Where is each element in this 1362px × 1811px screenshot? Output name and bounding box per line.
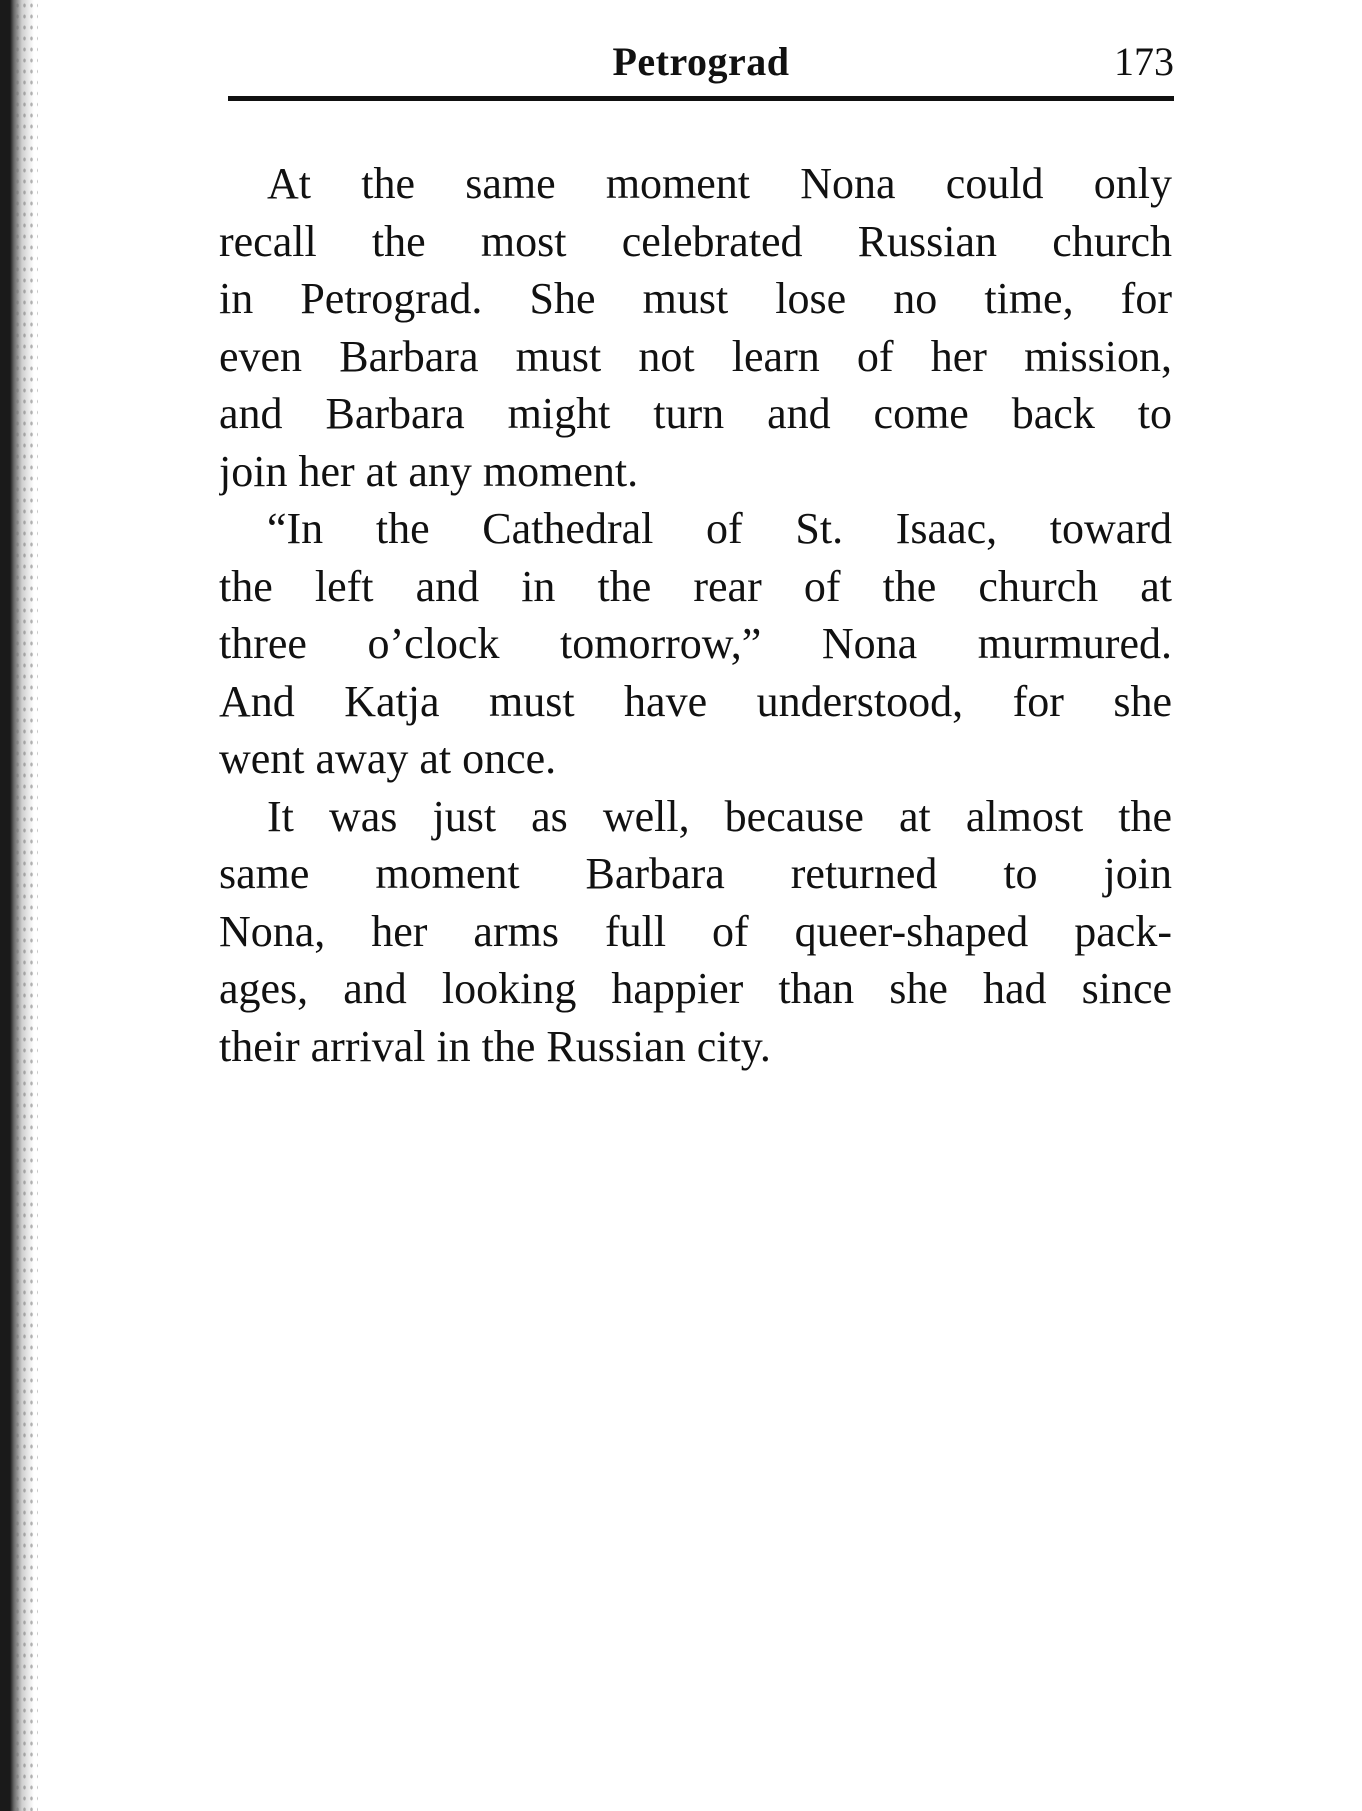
text-line: and Barbara might turn and come back to [219, 389, 1172, 438]
text-line: join her at any moment. [219, 446, 639, 496]
text-line: And Katja must have understood, for she [219, 676, 1172, 726]
running-title: Petrograd [612, 39, 790, 84]
text-line: went away at once. [219, 734, 557, 783]
text-line: “In the Cathedral of St. Isaac, toward [267, 504, 1172, 553]
body-text [219, 155, 1172, 1075]
scan-speckle [14, 0, 38, 1811]
text-line: the left and in the rear of the church at [219, 561, 1172, 611]
paragraph [219, 500, 1172, 788]
running-header [228, 38, 1174, 90]
paragraph [219, 155, 1172, 500]
text-line: in Petrograd. She must lose no time, for [219, 274, 1172, 323]
text-line: same moment Barbara returned to join [219, 849, 1172, 898]
text-line: It was just as well, because at almost the [267, 791, 1172, 841]
text-line: even Barbara must not learn of her mission, [219, 331, 1172, 381]
text-line: three o’clock tomorrow,” Nona murmured. [219, 619, 1172, 668]
text-line: ages, and looking happier than she had since [219, 964, 1172, 1013]
text-line: At the same moment Nona could only [267, 159, 1172, 208]
text-line: recall the most celebrated Russian church [219, 216, 1172, 266]
page-number: 173 [1114, 39, 1174, 84]
text-line: their arrival in the Russian city. [219, 1021, 771, 1071]
paragraph [219, 788, 1172, 1076]
text-line: Nona, her arms full of queer-shaped pack- [219, 906, 1172, 956]
header-rule [228, 96, 1174, 101]
